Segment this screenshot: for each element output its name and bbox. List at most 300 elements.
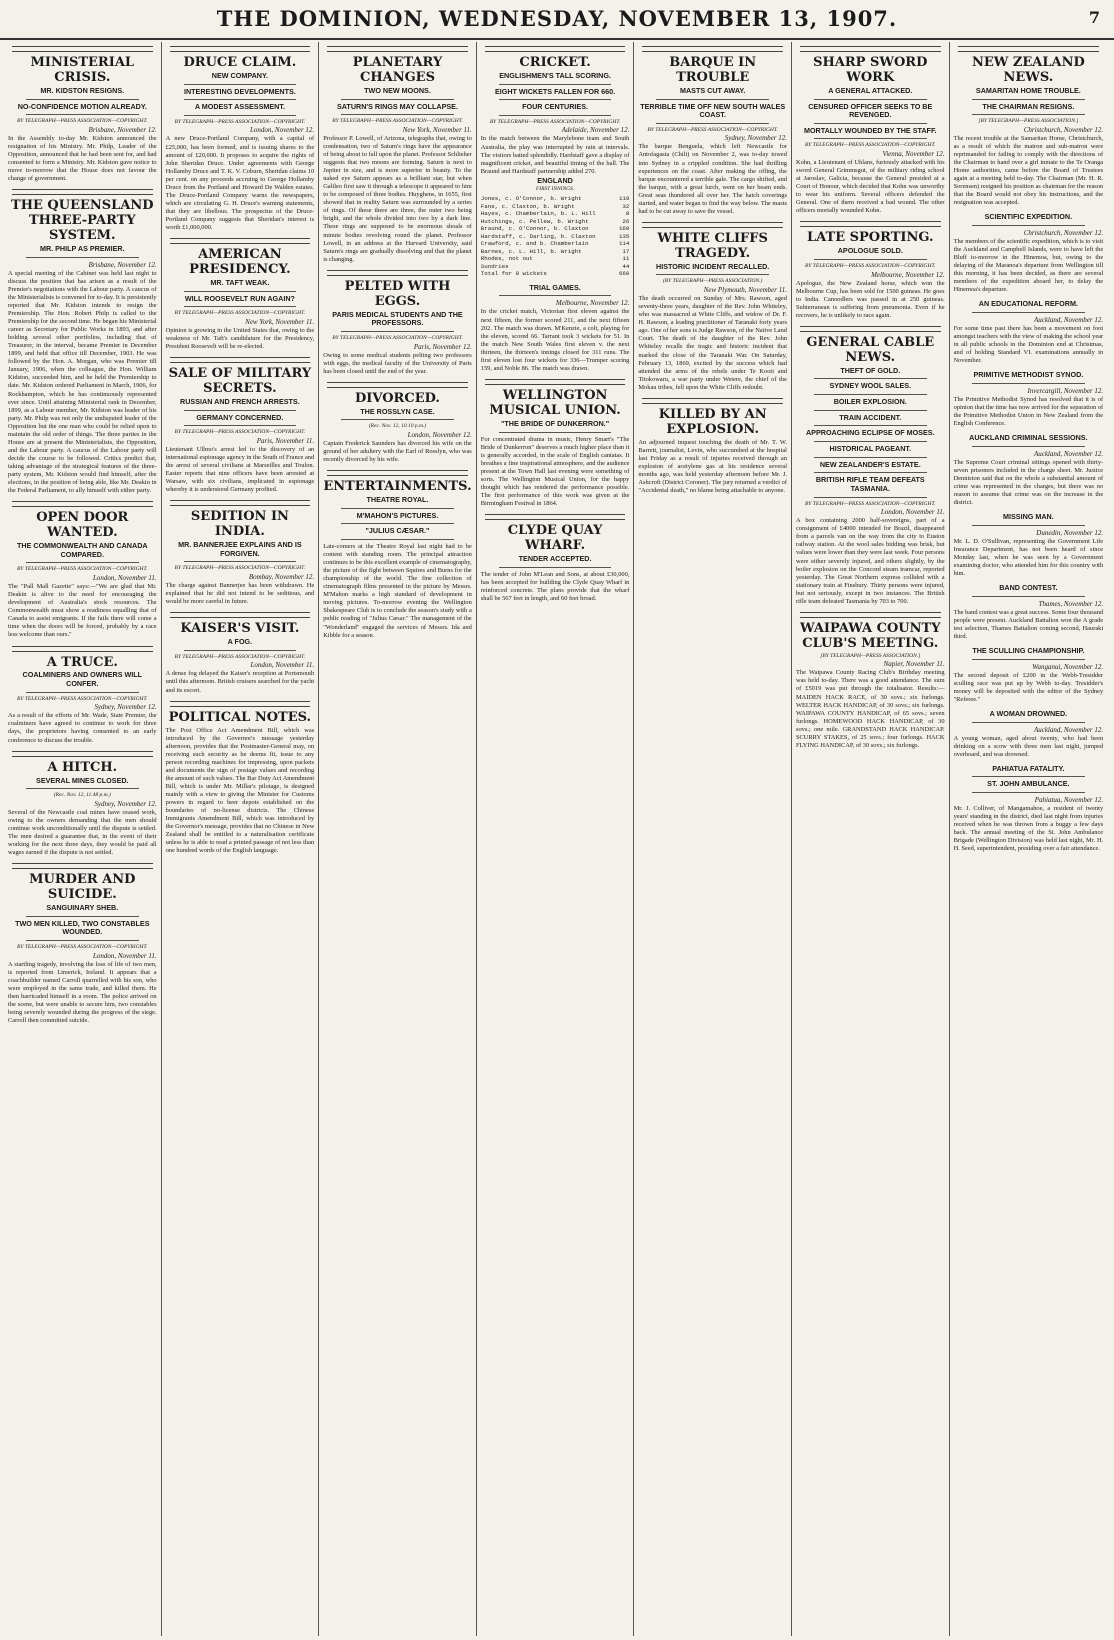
subhead-rule xyxy=(972,659,1086,660)
article-subhead: A GENERAL ATTACKED. xyxy=(828,85,913,95)
article-subhead: THE CHAIRMAN RESIGNS. xyxy=(982,101,1075,111)
article-headline: CLYDE QUAY WHARF. xyxy=(507,523,603,553)
subhead-rule xyxy=(26,788,139,789)
dateline: Brisbane, November 12. xyxy=(88,260,157,269)
subhead-rule xyxy=(814,425,927,426)
subhead-rule xyxy=(972,722,1086,723)
article-subhead: MR. KIDSTON RESIGNS. xyxy=(40,85,125,95)
dateline: Vienna, November 12. xyxy=(882,150,945,159)
dateline: Invercargill, November 12. xyxy=(1027,386,1104,395)
article-subhead: THE COMMONWEALTH AND CANADA COMPARED. xyxy=(17,541,148,559)
subhead-rule xyxy=(972,792,1086,793)
article xyxy=(8,46,157,183)
subhead-rule xyxy=(972,312,1086,313)
article-subhead: TWO NEW MOONS. xyxy=(364,85,431,95)
article-subhead: ST. JOHN AMBULANCE. xyxy=(987,779,1070,789)
batsman-runs: 160 xyxy=(618,225,630,233)
scorecard-row xyxy=(481,233,630,241)
article-body: A special meeting of the Cabinet was held last night to discuss the position that has arisen as a result of the Premier's negotiations with the Labour party. A caucus of the Ministerialists is convened for to-day. It is persistently reported that Mr. Kidston intends to resign the Premiership. The Hon. Robert Philp is called to the Premiership for the second time. He began his Ministerial career as Secretary for Public Works in 1893, and after holding several other portfolios, including that of Treasurer, in the interval, became Premier in December 1899, and held that office till December, 1903. He was followed by the Hon. A. Morgan, who was Premier till January, 1906, when the colleague, the Hon. William Kidston, succeeded him, and he held the Premiership to date. Mr. Kidston ordered Parliament in March, 1906, for Rockhampton, which he has continuously represented ever since. Until attaining Ministerial rank in December, 1899, as a Labour member, Mr. Kidston was leader of his party. Mr. Philp was not only the undisputed leader of the Opposition but the one man who could be relied upon to maintain the old order of things. The three parties in the House are at present the Ministerialists, the Opposition, and the Labour party. A caucus of the Labour party will decide the course to be followed. Critics predict that, taking advantage of the strategical features of the three-party system, Mr. Kidston would find himself, after the elections, in the position of being able, like Mr. Deakin in the Federal Parliament, to ally himself with either party. xyxy=(8,269,157,495)
batsman-runs: 135 xyxy=(618,232,630,240)
batsman-name: Fane, c. Claxton, b. Wright xyxy=(480,202,575,210)
article xyxy=(954,584,1104,641)
subhead-rule xyxy=(26,562,139,563)
subhead-rule xyxy=(184,425,297,426)
article-subhead: THE SCULLING CHAMPIONSHIP. xyxy=(972,646,1085,656)
wire-credit: BY TELEGRAPH—PRESS ASSOCIATION—COPYRIGHT. xyxy=(17,695,148,702)
subhead-rule xyxy=(814,472,927,473)
article-subhead: RUSSIAN AND FRENCH ARRESTS. xyxy=(180,397,300,407)
scorecard-row xyxy=(481,270,630,278)
section-divider xyxy=(12,863,153,869)
article-subhead: AN EDUCATIONAL REFORM. xyxy=(978,299,1078,309)
column-5 xyxy=(634,42,792,1636)
article-body: In the match between the Marylebone team and South Australia, the play was interrupted by rain at intervals. The visitors batted splendidly. Hardstaff gave a display of magnificent cricket, and beautiful timing of the ball. The Braund and Hardstaff partnership added 270. xyxy=(480,135,630,175)
article-body: Late-comers at the Theatre Royal last night had to be content with standing room. The principal attraction continues to be this excellent example of cinematography, the picture of the fight between Squires and Burns for the championship of the world. The fine collection of cinematograph films presented in the picture by Messrs. M'Mahon marks a high standard of development in moving pictures. To-morrow evening the Wellington Shakespeare Club is to conclude the season's study with a public reading of "Julius Cæsar." The management of the "Wonderland" engaged the services of Messrs. Ida and Kibble for a season. xyxy=(323,542,472,639)
subhead-rule xyxy=(972,525,1086,526)
dateline: London, November 11. xyxy=(92,951,157,960)
dateline: Melbourne, November 12. xyxy=(555,299,630,308)
article-body: The band contest was a great success. Some four thousand people were present. Auckland Battalion won the A grade test selection, Thames Battalion coming second, Hauraki third. xyxy=(953,608,1104,641)
article-headline: PELTED WITH EGGS. xyxy=(344,278,451,309)
batsman-name: Jones, c. O'Connor, b. Wright xyxy=(480,195,582,202)
article-headline: OPEN DOOR WANTED. xyxy=(36,510,129,541)
article xyxy=(481,284,630,373)
dateline: Bombay, November 12. xyxy=(248,573,315,582)
dateline: Brisbane, November 12. xyxy=(88,125,157,134)
column-7 xyxy=(950,42,1108,1636)
section-divider xyxy=(958,46,1100,52)
batsman-name: Barnes, c. L. Hill, b. Wright xyxy=(480,247,582,255)
dateline: London, November 11. xyxy=(880,508,945,517)
article-body: For concentrated drama in music, Henry Smart's "The Bride of Dunkerron" deserves a much higher place than it is generally accorded, in the scale of English cantatas. It breathes a fine inspirational atmosphere, and the audience present at the Town Hall last evening were something of sorts. The Wellington Musical Union, for the happy thought which has rendered the performance possible. The first performance of this work was given at the Birmingham Festival in 1864. xyxy=(480,435,630,507)
article-body: In the Assembly to-day Mr. Kidston announced the resignation of his Ministry. Mr. Philp, Leader of the Opposition, announced that he had been sent for, and had consented to form a Ministry. Mr. Kidston gave notice to move to-morrow that the House does not favour the change of government. xyxy=(8,134,157,183)
article-body: Professor P. Lowell, of Arizona, telegraphs that, owing to condensation, two of Saturn's rings have the appearance of being about to fall upon the planet. Professor Schlieher suggests that two moons are forming. Saturn is next to Jupiter in size, and is more superior in beauty. To the naked eye Saturn appears as a brilliant star, but when Galileo first saw it through a telescope it appeared to him to be composed of three bodies. Huyghens, in 1655, first showed that in reality Saturn was surrounded by a series of rings. Of these there are three, the outer two being bright, and the whole divided into two by a dark line. These rings are supposed to be enormous shoals of minute bodies revolving round the planet. Professor Lowell, in an address at the Harvard University, said Saturn's rings are gradually dissolving and that the planet is changing. xyxy=(323,134,472,263)
subhead-rule xyxy=(972,776,1086,777)
scorecard-row xyxy=(481,225,630,233)
article-body: The Primitive Methodist Synod has resolved that it is of opinion that the time has now arrived for the separation of the Primitive Methodist Union in New Zealand from the English Conference. xyxy=(953,395,1104,428)
article-subhead: TERRIBLE TIME OFF NEW SOUTH WALES COAST. xyxy=(640,101,786,120)
scorecard-row xyxy=(481,210,630,218)
article-headline: MURDER AND SUICIDE. xyxy=(29,872,136,903)
subhead-rule xyxy=(26,916,139,917)
dateline: Wanganui, November 12. xyxy=(1032,662,1104,671)
article-subhead: BRITISH RIFLE TEAM DEFEATS TASMANIA. xyxy=(815,475,925,493)
article-body: The death occurred on Sunday of Mrs. Rawson, aged seventy-three years, daughter of the Rev. John Whiteley, who was massacred at White Cliffs, and widow of Dr. F. H. Rawson, a leading practitioner of Taranaki forty years ago. One of her sons is Judge Rawson, of the Native Land Court. The death of the daughter of the Rev. John Whiteley recalls the tragic and historic incident that marked the close of the Taranaki War. On Saturday, February 13, 1869, excited by the success which had attended the arms of the rebels under Te Kooti and Titokowaru, a war party under Wetere, the chief of the Mokau tribes, fell upon the White Cliffs redoubt. xyxy=(638,295,787,391)
section-divider xyxy=(12,189,153,195)
article-subhead: PAHIATUA FATALITY. xyxy=(992,763,1065,773)
subhead-rule xyxy=(184,84,297,85)
section-divider xyxy=(12,46,153,52)
article-headline: SEDITION IN INDIA. xyxy=(190,509,289,540)
subhead-rule xyxy=(499,99,612,100)
scorecard-title: ENGLAND xyxy=(537,175,573,185)
dateline: Napier, November 11. xyxy=(883,660,945,669)
subhead-rule xyxy=(341,539,454,540)
article xyxy=(166,612,315,694)
article-subhead: MR. PHILP AS PREMIER. xyxy=(39,243,125,253)
dateline: Christchurch, November 12. xyxy=(1023,228,1104,237)
subhead-rule xyxy=(26,940,139,941)
wire-credit: BY TELEGRAPH—PRESS ASSOCIATION—COPYRIGHT. xyxy=(332,118,463,125)
batsman-runs: 114 xyxy=(618,240,630,248)
article-headline: THE QUEENSLAND THREE-PARTY SYSTEM. xyxy=(11,198,154,243)
article-body: The members of the scientific expedition, which is to visit the Auckland and Campbell Islands, were to have left the Bluff to-morrow in the Hinemoa, but, owing to the delaying of the Maranoa's departure from Wellington till this morning, it has been decided, as there are several members of the expedition aboard her, to delay the Hinemoa's departure. xyxy=(953,237,1104,294)
scorecard-row xyxy=(481,195,630,203)
columns xyxy=(4,42,1110,1636)
dateline: Melbourne, November 12. xyxy=(871,270,945,279)
article-subhead: BAND CONTEST. xyxy=(999,583,1058,593)
article-headline: MINISTERIAL CRISIS. xyxy=(30,55,135,85)
subhead-rule xyxy=(341,331,454,332)
section-divider xyxy=(12,751,153,757)
subhead-rule xyxy=(26,114,139,115)
article-subhead: WILL ROOSEVELT RUN AGAIN? xyxy=(184,293,295,303)
article xyxy=(638,46,787,216)
article xyxy=(954,46,1104,207)
wire-credit: BY TELEGRAPH—PRESS ASSOCIATION—COPYRIGHT. xyxy=(174,429,306,436)
section-divider xyxy=(485,379,626,385)
column-2 xyxy=(162,42,320,1636)
article-subhead: SATURN'S RINGS MAY COLLAPSE. xyxy=(336,101,458,111)
article-body: A young woman, aged about twenty, who had been drinking on a scow with three men last night, jumped overboard, and was drowned. xyxy=(953,734,1104,758)
article-subhead: SYDNEY WOOL SALES. xyxy=(829,381,912,391)
scorecard-row xyxy=(481,240,630,248)
section-divider xyxy=(170,612,311,618)
article-subhead: HISTORIC INCIDENT RECALLED. xyxy=(656,261,770,271)
article-subhead: THE ROSSLYN CASE. xyxy=(360,406,435,416)
article-subhead: M'MAHON'S PICTURES. xyxy=(356,510,439,520)
article xyxy=(166,238,315,351)
article-headline: NEW ZEALAND NEWS. xyxy=(971,55,1085,85)
article-body: As a result of the efforts of Mr. Wade, State Premier, the coalminers have agreed to continue to work for three days, the proprietors having consented to an early conference to discuss the trouble. xyxy=(8,712,157,744)
subhead-rule xyxy=(814,378,927,379)
batsman-name: Hutchings, c. Pellew, b. Wright xyxy=(480,217,589,225)
subhead-rule xyxy=(656,274,769,275)
article xyxy=(8,501,157,639)
dateline: Christchurch, November 12. xyxy=(1023,125,1104,134)
article xyxy=(954,300,1104,365)
wire-credit: [BY TELEGRAPH—PRESS ASSOCIATION.] xyxy=(978,118,1079,125)
scorecard-subtitle: FIRST INNINGS. xyxy=(535,186,575,193)
subhead-rule xyxy=(814,259,927,260)
article-subhead: EIGHT WICKETS FALLEN FOR 660. xyxy=(494,86,616,96)
article-body: The Waipawa County Racing Club's Birthday meeting was held to-day. There was a good attendance. The sum of £5019 was put through the totalisator. Results:— MAIDEN HACK RACE, of 30 sovs.; six furlongs. WELTER HACK HANDICAP, of 30 sovs.; six furlongs. WAIPAWA COUNTY HANDICAP, of 65 sovs.; seven furlongs. HOMEWOOD HACK HANDICAP, of 30 sovs.; one mile. GRANDSTAND HACK HANDICAP. SCURRY STAKES, of 25 sovs.; four furlongs. HACK FLYING HANDICAP, of 30 sovs.; six furlongs. xyxy=(795,669,945,749)
article-headline: WHITE CLIFFS TRAGEDY. xyxy=(657,230,768,261)
section-divider xyxy=(327,382,468,388)
article-body: Mr. L. D. O'Sullivan, representing the Government Life Insurance Department, has not been heard of since Monday last, when he was seen by a Government examining doctor, who attended him for this country with him. xyxy=(953,537,1104,578)
subhead-rule xyxy=(26,257,139,258)
article-subhead: MISSING MAN. xyxy=(1003,512,1054,522)
article-headline: A HITCH. xyxy=(47,759,118,775)
article-subhead: TWO MEN KILLED, TWO CONSTABLES WOUNDED. xyxy=(15,918,150,937)
scorecard xyxy=(481,195,630,278)
article xyxy=(954,434,1104,507)
wire-credit: BY TELEGRAPH—PRESS ASSOCIATION—COPYRIGHT. xyxy=(17,566,148,573)
article-body: Owing to some medical students pelting two professors with eggs, the medical faculty of the University of Paris has been closed until the end of the year. xyxy=(323,351,472,375)
article xyxy=(323,46,472,264)
article-subhead: SEVERAL MINES CLOSED. xyxy=(36,775,129,785)
article xyxy=(954,710,1104,759)
masthead-title: THE DOMINION, WEDNESDAY, NOVEMBER 13, 1907. xyxy=(216,6,898,31)
article-subhead: SAMARITAN HOME TROUBLE. xyxy=(975,85,1081,95)
batsman-runs: 44 xyxy=(622,262,630,270)
subhead-rule xyxy=(499,84,612,85)
article-subhead: APOLOGUE SOLD. xyxy=(837,246,903,256)
dateline: Sydney, November 12. xyxy=(94,799,157,808)
article-body: Mr. J. Colliver, of Mangamahoe, a resident of twenty years' standing in the district, died last night from injuries received when he was thrown from a buggy a few days back. The annual meeting of the St. John Ambulance Brigade (Wellington Division) was held last night, Mr. H. H. Seed, superintendent, presiding over a fair attendance. xyxy=(953,805,1104,853)
scorecard-row xyxy=(481,255,630,263)
article-subhead: THEFT OF GOLD. xyxy=(840,365,901,375)
batsman-runs: 26 xyxy=(622,217,630,225)
subhead-rule xyxy=(814,99,927,100)
article-headline: WAIPAWA COUNTY CLUB'S MEETING. xyxy=(800,620,941,651)
wire-credit: BY TELEGRAPH—PRESS ASSOCIATION—COPYRIGHT. xyxy=(17,118,148,125)
subhead-rule xyxy=(184,561,297,562)
subhead-rule xyxy=(341,419,454,420)
batsman-name: Hardstaff, c. Darling, b. Claxton xyxy=(480,232,596,240)
subhead-rule xyxy=(814,457,927,458)
section-divider xyxy=(642,398,783,404)
subhead-rule xyxy=(499,115,612,116)
article-subhead: "THE BRIDE OF DUNKERRON." xyxy=(500,418,610,428)
dateline: Paris, November 12. xyxy=(413,342,472,351)
batsman-name: Total for 8 wickets xyxy=(480,270,547,278)
section-divider xyxy=(800,612,941,618)
subhead-rule xyxy=(26,692,139,693)
article-subhead: AUCKLAND CRIMINAL SESSIONS. xyxy=(969,433,1088,443)
article xyxy=(954,647,1104,704)
article-subhead: NO-CONFIDENCE MOTION ALREADY. xyxy=(17,101,147,111)
article xyxy=(8,646,157,745)
article-subhead: FOUR CENTURIES. xyxy=(522,102,589,112)
subhead-rule xyxy=(499,567,612,568)
scorecard-row xyxy=(481,248,630,256)
article xyxy=(796,326,945,606)
article-body: The second deposit of £200 in the Webb-Tresidder sculling race was put up by Webb to-day. Tresidder's money will be deposited with the editor of the Sydney "Referee." xyxy=(953,671,1104,703)
column-6 xyxy=(792,42,950,1636)
batsman-runs: 660 xyxy=(618,270,630,278)
batsman-runs: 8 xyxy=(625,210,630,218)
article-headline: WELLINGTON MUSICAL UNION. xyxy=(489,387,621,418)
article-headline: DIVORCED. xyxy=(355,390,440,406)
batsman-runs: 119 xyxy=(618,195,630,202)
subhead-rule xyxy=(656,99,769,100)
article xyxy=(481,46,630,278)
wire-credit: [BY TELEGRAPH—PRESS ASSOCIATION.] xyxy=(820,652,921,659)
section-divider xyxy=(327,470,468,476)
wire-credit: BY TELEGRAPH—PRESS ASSOCIATION—COPYRIGHT. xyxy=(805,500,936,507)
wire-credit: BY TELEGRAPH—PRESS ASSOCIATION—COPYRIGHT. xyxy=(174,118,306,125)
article-body: The barque Benguela, which left Newcastle for Antofagasta (Chili) on November 2, was to-day towed into Sydney in a crippled condition. She had thrilling experiences on the coast. After making the offing, the barque encountered a terrible gale. The cargo shifted, and the barque, with a great lurch, went on her beam ends. Great seas thundered all over her. The hatch coverings started, and water began to find the way below. The masts had to be cut away to save the vessel. xyxy=(638,143,787,215)
article-body: Captain Frederick Saunders has divorced his wife on the ground of her adultery with the Earl of Rosslyn, who was recently divorced by his wife. xyxy=(323,439,472,463)
article xyxy=(481,379,630,508)
article-headline: KAISER'S VISIT. xyxy=(180,621,300,637)
dateline: New York, November 11. xyxy=(402,125,472,134)
section-divider xyxy=(170,357,311,363)
wire-credit: BY TELEGRAPH—PRESS ASSOCIATION—COPYRIGHT. xyxy=(174,565,306,572)
batsman-name: Hayes, c. Chamberlain, b. L. Hill xyxy=(480,210,596,218)
scorecard-row xyxy=(481,263,630,271)
article-subhead: SANGUINARY SHEB. xyxy=(46,903,119,912)
article-subhead: TRIAL GAMES. xyxy=(529,282,581,292)
article-headline: POLITICAL NOTES. xyxy=(168,709,312,725)
dateline: Dunedin, November 12. xyxy=(1036,528,1104,537)
subhead-rule xyxy=(341,99,454,100)
article-body: The Post Office Act Amendment Bill, which was introduced by the Governor's message yesterday afternoon, provides that the Postmaster-General may, on receiving such security as he deems fit, issue to any person recording machines for impressing, upon packets and documents the sign of postage values and recording the amount of such values. The Bar Duty Act Amendment Bill, which is under Mr. Millar's pilotage, is designed mainly with a view to giving the Minister for Customs powers in regard to beer depots established on the boundaries of no-license districts. The Chinese Immigrants Amendment Bill, which was introduced by the Governor's message, provides that no Chinese in New Zealand shall be entitled to a naturalisation certificate unless he is able to read a printed passage of not less than one hundred words of the English language. xyxy=(165,726,315,855)
article-subhead: INTERESTING DEVELOPMENTS. xyxy=(183,86,296,96)
dateline: Sydney, November 12. xyxy=(94,703,157,712)
batsman-name: Rhodes, not out xyxy=(480,255,533,263)
wire-credit: BY TELEGRAPH—PRESS ASSOCIATION—COPYRIGHT. xyxy=(17,943,148,950)
subhead-rule xyxy=(499,295,612,296)
subhead-rule xyxy=(499,432,612,433)
wire-credit: BY TELEGRAPH—PRESS ASSOCIATION—COPYRIGHT. xyxy=(489,118,621,125)
article xyxy=(323,270,472,376)
dateline: New Plymouth, November 11. xyxy=(703,286,787,295)
page-number: 7 xyxy=(1088,8,1100,27)
subhead-rule xyxy=(184,306,297,307)
article-subhead: MASTS CUT AWAY. xyxy=(679,85,746,95)
subhead-rule xyxy=(972,596,1086,597)
article xyxy=(481,514,630,603)
section-divider xyxy=(12,501,153,507)
column-3 xyxy=(319,42,477,1636)
section-divider xyxy=(642,46,783,52)
subhead-rule xyxy=(814,410,927,411)
article-body: A startling tragedy, involving the loss of life of two men, is reported from Limerick, Ireland. It appears that a coachbuilder named Carroll quarrelled with his son, who were employed in the same trade, and killed them. He then barricaded himself in a room. The police arrived on the scene, but were unable to secure him, two constables being severely wounded during the progress of the siege. Carroll then committed suicide. xyxy=(8,960,157,1024)
wire-credit: (BY TELEGRAPH—PRESS ASSOCIATION.) xyxy=(662,278,763,285)
subhead-rule xyxy=(341,114,454,115)
wire-credit: (Rec. Nov. 12, 10.10 p.m.) xyxy=(368,423,427,430)
article xyxy=(954,765,1104,854)
section-divider xyxy=(12,646,153,652)
scorecard-row xyxy=(481,203,630,211)
article xyxy=(166,46,315,232)
article-headline: SALE OF MILITARY SECRETS. xyxy=(168,366,312,397)
subhead-rule xyxy=(184,115,297,116)
scorecard-row xyxy=(481,218,630,226)
article xyxy=(796,612,945,750)
batsman-runs: 11 xyxy=(622,255,630,263)
section-divider xyxy=(170,500,311,506)
article-subhead: MORTALLY WOUNDED BY THE STAFF. xyxy=(803,125,937,135)
dateline: Pahiatua, November 12. xyxy=(1034,796,1104,805)
article-headline: ENTERTAINMENTS. xyxy=(323,479,472,495)
dateline: Thames, November 12. xyxy=(1038,599,1104,608)
column-4 xyxy=(477,42,635,1636)
article-headline: A TRUCE. xyxy=(46,654,118,670)
article-subhead: MR. TAFT WEAK. xyxy=(210,278,270,288)
subhead-rule xyxy=(184,291,297,292)
article-body: The recent trouble at the Samaritan Home, Christchurch, as a result of which the matron and sub-matron were reprimanded for failing to comply with the directions of the Chairman to hand over a girl inmate to the Te Oranga Home authorities, came before the Board of Trustees again at a meeting held to-day. The Chairman (Mr. H. R. Sorensen) resigned his position as chairman for the reason that the Board would not obey his instructions, and the resignation was accepted. xyxy=(953,134,1104,207)
dateline: London, November 11. xyxy=(92,574,157,583)
wire-credit: BY TELEGRAPH—PRESS ASSOCIATION—COPYRIGHT. xyxy=(805,263,936,270)
subhead-rule xyxy=(184,650,297,651)
article xyxy=(954,213,1104,294)
article xyxy=(796,46,945,215)
article-subhead: A FOG. xyxy=(227,637,253,647)
article-subhead: HISTORICAL PAGEANT. xyxy=(829,444,911,454)
article-subhead: NEW COMPANY. xyxy=(211,70,268,80)
section-divider xyxy=(800,46,941,52)
dateline: Adelaide, November 12. xyxy=(561,126,630,135)
article-headline: DRUCE CLAIM. xyxy=(183,55,297,70)
subhead-rule xyxy=(972,446,1086,447)
batsman-runs: 32 xyxy=(622,202,630,210)
section-divider xyxy=(485,46,626,52)
dateline: London, November 12. xyxy=(250,126,315,135)
article-subhead: "JULIUS CÆSAR." xyxy=(365,526,430,536)
dateline: London, November 11. xyxy=(250,661,315,670)
article-subhead: BOILER EXPLOSION. xyxy=(833,397,907,407)
dateline: London, November 12. xyxy=(407,430,472,439)
subhead-rule xyxy=(814,394,927,395)
article-headline: PLANETARY CHANGES xyxy=(352,55,443,85)
article xyxy=(8,189,157,495)
article-subhead: A MODEST ASSESSMENT. xyxy=(194,102,285,112)
article-body: Lieutenant Ullmo's arrest led to the discovery of an international espionage agency in the South of France and the arrest of several civilians at Marseilles and Toulon. Easter reports that nine officers have been arrested at Warsaw, with six civilians, implicated in espionage whereby it is understood Germany profited. xyxy=(165,445,315,494)
article-subhead: PRIMITIVE METHODIST SYNOD. xyxy=(973,370,1084,380)
article xyxy=(954,371,1104,428)
article-body: A box containing 2000 half-sovereigns, part of a consignment of £4000 intended for Brazil, disappeared from a parcels van on the way from the city to Euston railway station. At the wool sales bidding was brisk, but values were lower than they were last week. Four persons were either severely injured, and others slightly, by the boiler explosion on the Concord steam tramcar, reported yesterday. The Great Northern express collided with a stationary train at Finsbury. Thirty persons were injured, but not seriously, except in two instances. The British rifle team defeated Tasmania by 703 to 700. xyxy=(795,517,945,605)
article-body: The charge against Bannerjee has been withdrawn. He explained that he did not intend to be seditious, and would be more careful in future. xyxy=(165,582,315,606)
article-body: The Supreme Court criminal sittings opened with thirty-seven prisoners included in the charge sheet. Mr. Justice Denniston said that on the whole a substantial amount of crime was represented in the charges, but there was no reason to assume that crime was on the increase in the district. xyxy=(953,458,1104,507)
subhead-rule xyxy=(814,441,927,442)
article-body: Several of the Newcastle coal mines have ceased work, owing to the owners demanding that the men should continue work unconditionally until the dispute is settled. The men desired a guarantee that, in the event of their working for the next three days, they would be paid all wages earned if the dispute is not settled. xyxy=(8,808,157,857)
article-headline: KILLED BY AN EXPLOSION. xyxy=(658,406,767,437)
article-headline: AMERICAN PRESIDENCY. xyxy=(189,247,291,278)
section-divider xyxy=(642,222,783,228)
wire-credit: BY TELEGRAPH—PRESS ASSOCIATION—COPYRIGHT. xyxy=(174,310,306,317)
dateline: New York, November 11. xyxy=(245,317,315,326)
article xyxy=(323,382,472,464)
article xyxy=(8,751,157,858)
article-body: Kohn, a Lieutenant of Uhlans, furiously attacked with his sword General Grimmsgut, of the military riding school at Jaroslav, Galicia, because the General presided at a Court of Honour, which decided that Kohn was unworthy to wear his uniform. Several officers defended the General. One of them received a bad wound. The other officers mortally wounded Kohn. xyxy=(795,159,945,215)
dateline: Sydney, November 12. xyxy=(724,134,787,143)
section-divider xyxy=(327,270,468,276)
article xyxy=(638,398,787,495)
wire-credit: BY TELEGRAPH—PRESS ASSOCIATION—COPYRIGHT. xyxy=(332,334,463,341)
article xyxy=(166,500,315,606)
subhead-rule xyxy=(184,410,297,411)
article xyxy=(796,221,945,319)
article-subhead: COALMINERS AND OWNERS WILL CONFER. xyxy=(22,670,143,689)
article-body: The tender of John M'Lean and Sons, at about £30,000, has been accepted for building the Clyde Quay Wharf in reinforced concrete. The plans provide that the wharf shall be 567 feet in length, and 60 feet broad. xyxy=(480,570,630,602)
article xyxy=(954,513,1104,578)
dateline: Auckland, November 12. xyxy=(1033,316,1104,325)
article-body: An adjourned inquest touching the death of Mr. T. W. Barrett, journalist, Levin, who succumbed at the hospital last Friday as a result of injuries received through an explosion of acetylene gas at his residence several months ago, was held yesterday afternoon before Mr. J. Ashcroft (District Coroner). The jury returned a verdict of "Accidental death," no blame being attachable to anyone. xyxy=(638,438,787,495)
batsman-name: Sundries xyxy=(480,262,509,270)
section-divider xyxy=(485,514,626,520)
article-body: The "Pall Mall Gazette" says:—"We are glad that Mr. Deakin is alive to the need for encouraging the development of Australia's stock resources. The Commonwealth must show a readiness equalling that of Canada to assist emigrants. If the fails there will come a time when the doors will be forced, probably by a race less welcome than ours." xyxy=(8,583,157,639)
section-divider xyxy=(800,326,941,332)
article-subhead: NEW ZEALANDER'S ESTATE. xyxy=(819,459,921,469)
article-body: A dense fog delayed the Kaiser's reception at Portsmouth until this afternoon. British cruisers searched for the yacht and its escort. xyxy=(165,670,315,694)
article-subhead: TENDER ACCEPTED. xyxy=(518,553,592,563)
batsman-name: Braund, c. O'Connor, b. Claxton xyxy=(480,225,589,233)
subhead-rule xyxy=(341,508,454,509)
article-headline: GENERAL CABLE NEWS. xyxy=(806,334,935,365)
subhead-rule xyxy=(814,138,927,139)
subhead-rule xyxy=(26,99,139,100)
article-subhead: THEATRE ROYAL. xyxy=(366,494,429,504)
article-body: Apologue, the New Zealand horse, which won the Melbourne Cup, has been sold for 1500 guineas. He goes to India. Canoodlers was passed in at 250 guineas. Subterranean is suffering from pneumonia. Even if he recovers, he is unlikely to race again. xyxy=(795,279,945,319)
dateline: Paris, November 11. xyxy=(256,436,315,445)
article-body: Opinion is growing in the United States that, owing to the weakness of Mr. Taft's candidature for the Presidency, President Roosevelt will be re-elected. xyxy=(165,326,315,351)
article-subhead: A WOMAN DROWNED. xyxy=(989,708,1068,718)
masthead xyxy=(0,0,1114,40)
article-body: A new Druce-Portland Company, with a capital of £25,000, has been formed, and is issuing shares to the amount of £20,000. It proposes to acquire the rights of John Sheridan Druce. Under agreements with George Hollamby Druce and T. K. V. Coburn, Sheridan claims 10 per cent. on any proceeds accruing to George Hollamby Druce from the Portland and Howard De Walden estates. The Druce-Portland Company warns the newspapers, which are circulating G. H. Druce's warning statements, that they are libellous. The prospectus of the Druce-Portland Company suggests that Sheridan's interest is worth £1,000,000. xyxy=(165,135,315,232)
